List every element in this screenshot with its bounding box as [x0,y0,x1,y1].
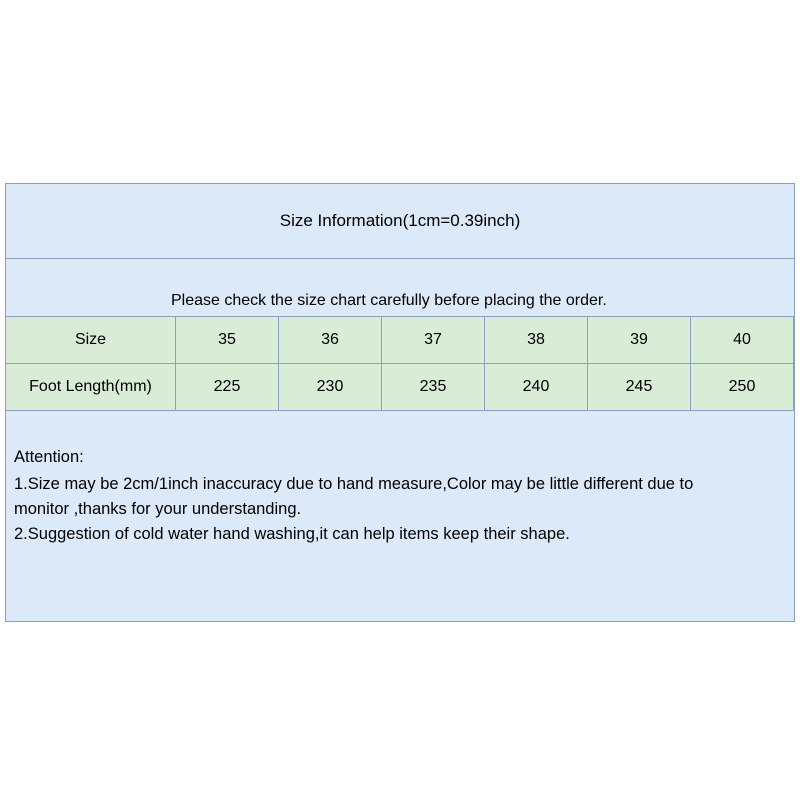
table-cell: 240 [485,364,588,411]
size-chart-card [5,183,795,622]
table-cell: 250 [691,364,794,411]
table-row [6,364,794,411]
attention-line-1: 1.Size may be 2cm/1inch inaccuracy due to hand measure,Color may be little different due to [14,475,694,493]
table-row [6,317,794,364]
size-chart-note-row [6,259,794,317]
attention-line-3: 2.Suggestion of cold water hand washing,it can help items keep their shape. [14,525,570,543]
table-row-label: Foot Length(mm) [6,364,176,411]
table-cell: 230 [279,364,382,411]
table-cell: 235 [382,364,485,411]
size-chart-note: Please check the size chart carefully before placing the order. [171,292,607,309]
attention-heading: Attention: [14,448,84,466]
table-cell: 225 [176,364,279,411]
size-table [6,317,794,411]
table-header-label: Size [6,317,176,364]
table-header-cell: 38 [485,317,588,364]
table-cell: 245 [588,364,691,411]
attention-section [6,411,794,621]
table-header-cell: 40 [691,317,794,364]
table-header-cell: 36 [279,317,382,364]
table-header-cell: 35 [176,317,279,364]
size-chart-title-row [6,184,794,259]
attention-line-2: monitor ,thanks for your understanding. [14,500,302,518]
page-title: Size Information(1cm=0.39inch) [279,211,521,230]
table-header-cell: 37 [382,317,485,364]
table-header-cell: 39 [588,317,691,364]
